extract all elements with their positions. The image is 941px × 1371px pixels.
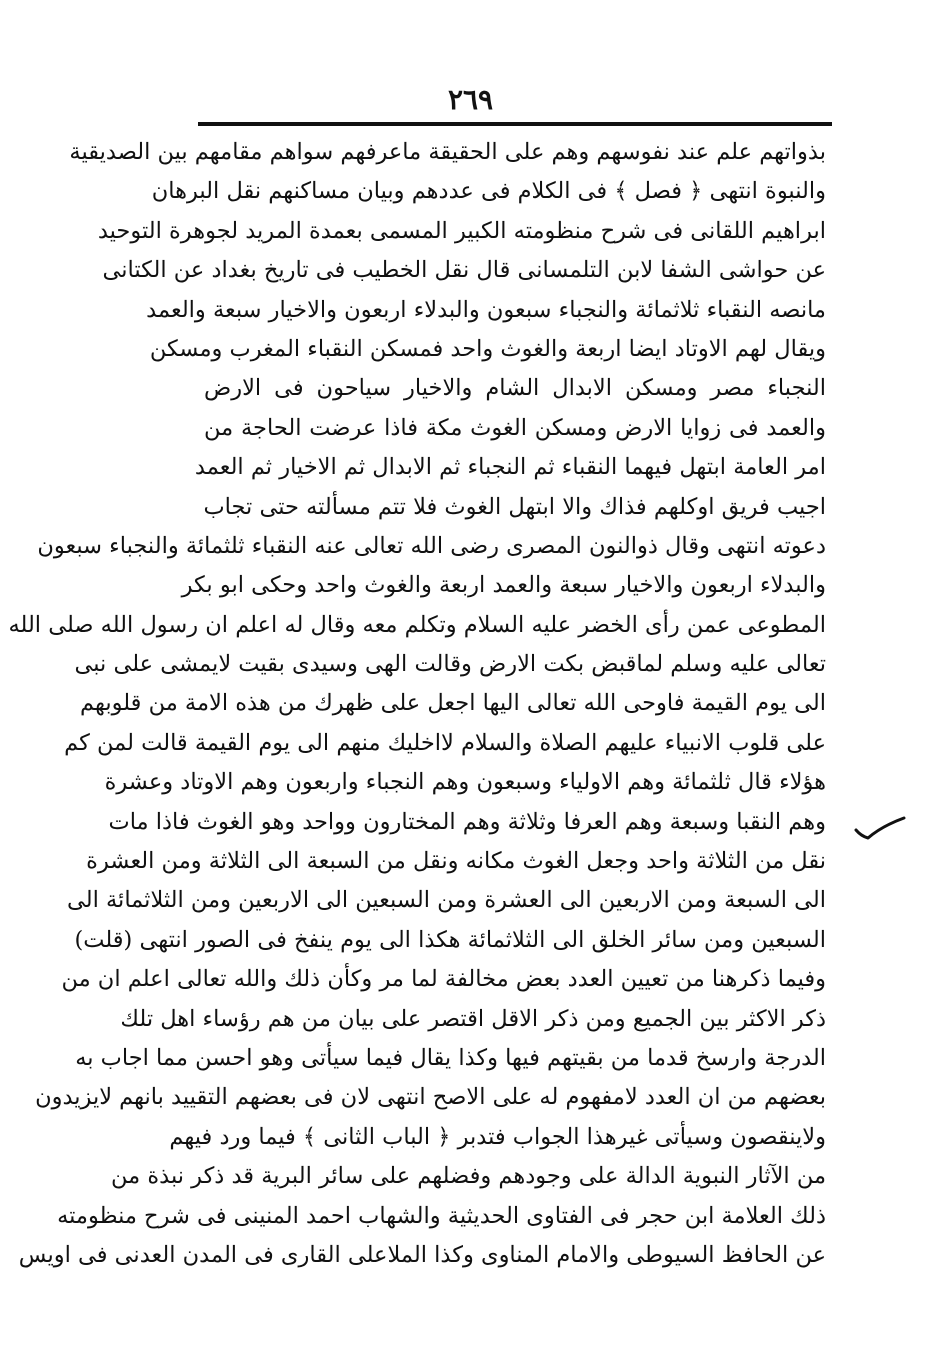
text-line: مانصه النقباء ثلاثمائة والنجباء سبعون والبدلاء اربعون والاخيار سبعة والعمد bbox=[146, 296, 826, 323]
text-line: السبعين ومن سائر الخلق الى الثلاثمائة هكذا الى يوم ينفخ فى الصور انتهى (قلت) bbox=[74, 926, 826, 953]
text-line: النجباء مصر ومسكن الابدال الشام والاخيار سياحون فى الارض bbox=[204, 375, 826, 402]
text-line: هؤلاء قال ثلثمائة وهم الاولياء وسبعون وهم النجباء واربعون وهم الاوتاد وعشرة bbox=[104, 769, 826, 796]
text-line: وفيما ذكرهنا من تعيين العدد بعض مخالفة لما مر وكأن ذلك والله تعالى اعلم ان من bbox=[61, 966, 826, 993]
text-line: عن الحافظ السيوطى والامام المناوى وكذا الملاعلى القارى فى المدن العدنى فى اويس bbox=[18, 1241, 826, 1268]
text-line: والبدلاء اربعون والاخيار سبعة والعمد اربعة والغوث واحد وحكى ابو بكر bbox=[181, 572, 826, 599]
text-line: نقل من الثلاثة واحد وجعل الغوث مكانه ونقل من السبعة الى الثلاثة ومن العشرة bbox=[86, 848, 826, 875]
text-line: تعالى عليه وسلم لماقبض بكت الارض وقالت الهى وسيدى بقيت لايمشى على نبى bbox=[74, 651, 826, 678]
text-line: اجيب فريق اوكلهم فذاك والا ابتهل الغوث فلا تتم مسألته حتى تجاب bbox=[203, 493, 826, 520]
header-rule bbox=[198, 122, 832, 126]
text-line: المطوعى عمن رأى الخضر عليه السلام وتكلم معه وقال له اعلم ان رسول الله صلى الله bbox=[8, 611, 826, 638]
text-line: وهم النقبا وسبعة وهم العرفا وثلاثة وهم المختارون وواحد وهو الغوث فاذا مات bbox=[108, 808, 826, 835]
text-line: على قلوب الانبياء عليهم الصلاة والسلام لااخليك منهم الى يوم القيمة قالت لمن كم bbox=[64, 729, 826, 756]
text-line: دعوته انتهى وقال ذوالنون المصرى رضى الله تعالى عنه النقباء ثلثمائة والنجباء سبعون bbox=[37, 532, 826, 559]
text-line: من الآثار النبوية الدالة على وجودهم وفضلهم على سائر البرية قد ذكر نبذة من bbox=[111, 1163, 826, 1190]
text-line: بذواتهم علم عند نفوسهم وهم على الحقيقة ماعرفهم سواهم مقامهم بين الصديقية bbox=[69, 139, 826, 165]
text-line: والنبوة انتهى ﴿ فصل ﴾ فى الكلام فى عددهم وبيان مساكنهم نقل البرهان bbox=[151, 178, 826, 205]
text-line: الدرجة وارسخ قدما من بقيتهم فيها وكذا يقال فيما سيأتى وهو احسن مما اجاب به bbox=[75, 1044, 826, 1071]
text-line: عن حواشى الشفا لابن التلمسانى قال نقل الخطيب فى تاريخ بغداد عن الكتانى bbox=[102, 257, 826, 284]
text-line: ذلك العلامة ابن حجر فى الفتاوى الحديثية والشهاب احمد المنينى فى شرح منظومته bbox=[57, 1202, 826, 1229]
text-line: الى السبعة ومن الاربعين الى العشرة ومن السبعين الى الاربعين ومن الثلاثمائة الى bbox=[66, 887, 826, 914]
body-text bbox=[8, 133, 826, 1275]
text-line: بعضهم من ان العدد لامفهوم له على الاصح انتهى لان فى بعضهم التقييد بانهم لايزيدون bbox=[35, 1084, 826, 1111]
text-line: ابراهيم اللقانى فى شرح منظومته الكبير المسمى بعمدة المريد لجوهرة التوحيد bbox=[97, 217, 826, 244]
text-line: والعمد فى زوايا الارض ومسكن الغوث مكة فاذا عرضت الحاجة من bbox=[204, 414, 826, 441]
text-line: ولاينقصون وسيأتى غيرهذا الجواب فتدبر ﴿ الباب الثانى ﴾ فيما ورد فيهم bbox=[169, 1123, 826, 1150]
text-line: ويقال لهم الاوتاد ايضا اربعة والغوث واحد فمسكن النقباء المغرب ومسكن bbox=[149, 335, 826, 362]
text-line: امر العامة ابتهل فيهما النقباء ثم النجباء ثم الابدال ثم الاخيار ثم العمد bbox=[194, 454, 826, 481]
page-number: ٢٦٩ bbox=[447, 83, 494, 116]
checkmark-annotation-icon bbox=[852, 808, 908, 848]
text-line: الى يوم القيمة فاوحى الله تعالى اليها اجعل على ظهرك من هذه الامة من قلوبهم bbox=[80, 690, 826, 717]
text-line: ذكر الاكثر بين الجميع ومن ذكر الاقل اقتصر على بيان من هم رؤساء اهل تلك bbox=[120, 1005, 826, 1032]
